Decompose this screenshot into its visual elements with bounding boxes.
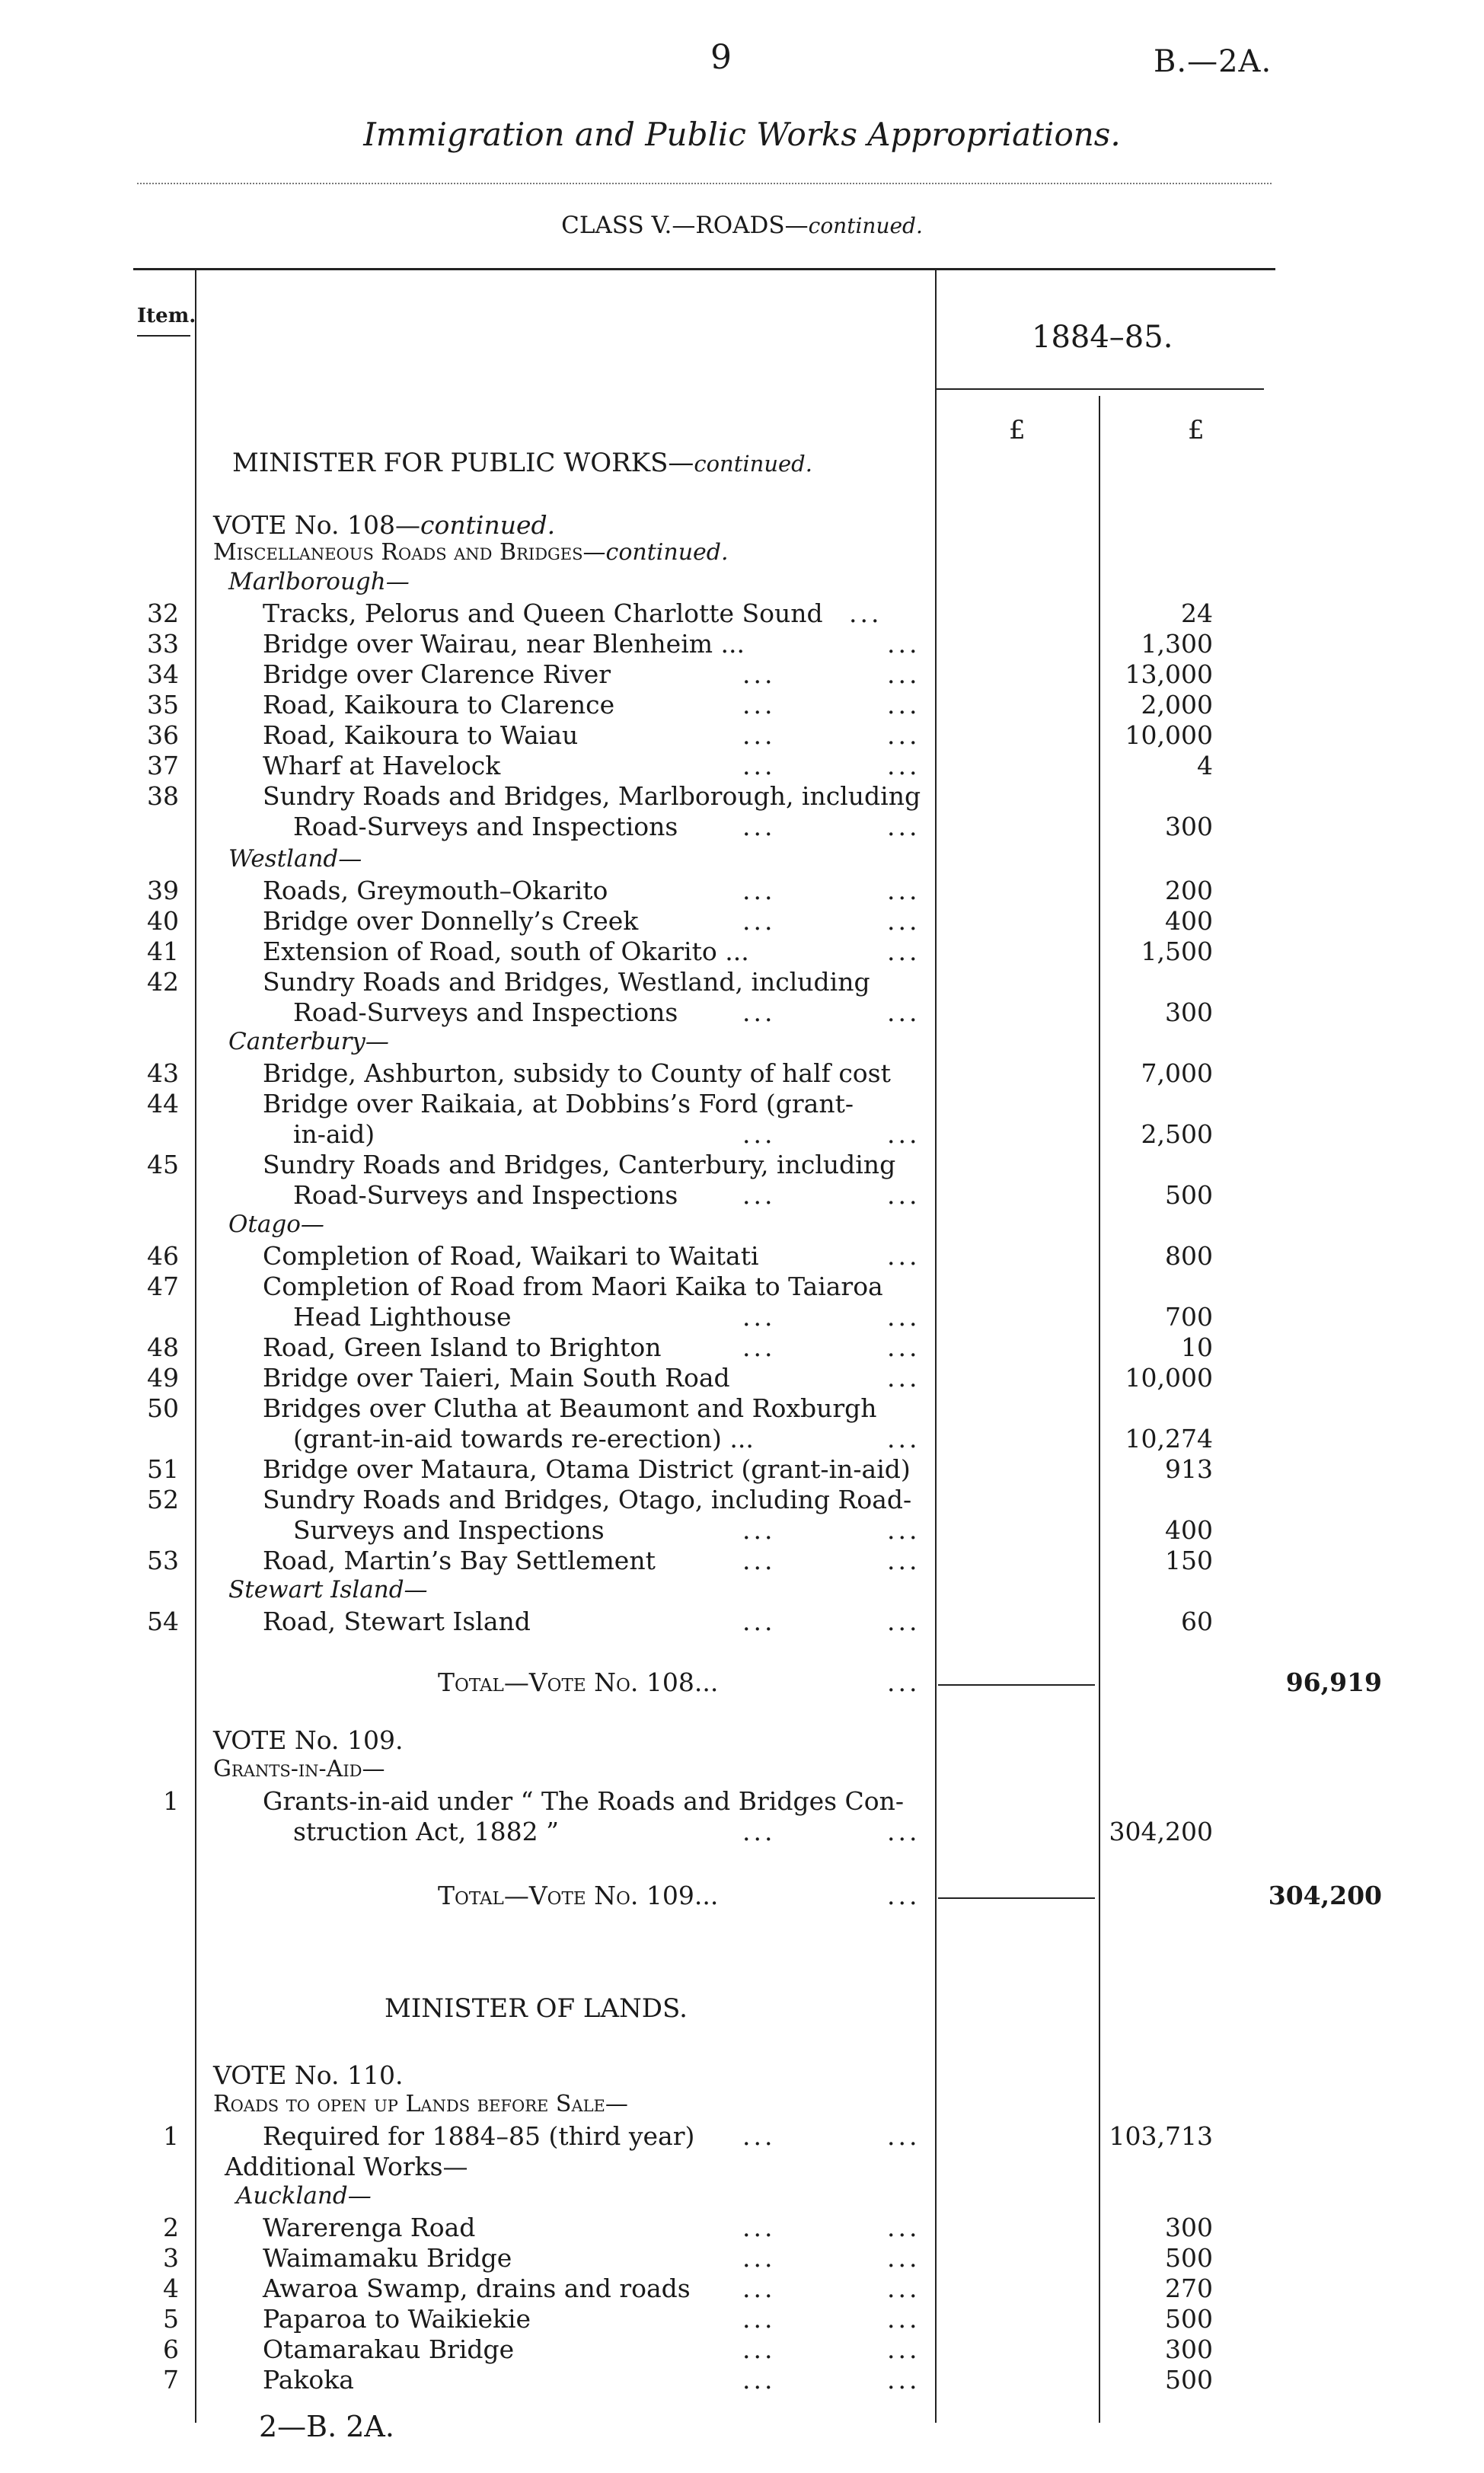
table-row-continuation: Road-Surveys and Inspections ... ... 300 — [293, 812, 1213, 841]
table-top-rule — [133, 268, 1275, 270]
total-rule-108 — [938, 1684, 1095, 1686]
table-row: 44 Bridge over Raikaia, at Dobbins’s Ford (grant- — [147, 1089, 854, 1118]
table-row: 35 Road, Kaikoura to Clarence ... ... 2,000 — [147, 690, 1213, 720]
region-otago: Otago— — [228, 1211, 324, 1238]
table-row: 5 Paparoa to Waikiekie ... ... 500 — [163, 2304, 1213, 2334]
table-row: 54 Road, Stewart Island ... ... 60 — [147, 1607, 1213, 1636]
table-row-continuation: Road-Surveys and Inspections ... ... 500 — [293, 1180, 1213, 1210]
table-row-continuation: Road-Surveys and Inspections ... ... 300 — [293, 997, 1213, 1027]
total-rule-109 — [938, 1897, 1095, 1899]
table-row: 43 Bridge, Ashburton, subsidy to County of half cost 7,000 — [147, 1058, 1213, 1088]
pound-symbol-1: £ — [1009, 415, 1026, 445]
region-westland: Westland— — [228, 845, 362, 873]
table-row: 42 Sundry Roads and Bridges, Westland, including — [147, 967, 870, 997]
table-row: 37 Wharf at Havelock ... ... 4 — [147, 751, 1213, 780]
table-row-continuation: Head Lighthouse ... ... 700 — [293, 1302, 1213, 1332]
signature-mark: 2—B. 2A. — [259, 2410, 394, 2443]
table-row: 36 Road, Kaikoura to Waiau ... ... 10,000 — [147, 720, 1213, 750]
item-column-header: Item. — [137, 305, 196, 327]
minister-public-works-heading: MINISTER FOR PUBLIC WORKS—continued. — [232, 448, 812, 478]
page-title: Immigration and Public Works Appropriations. — [363, 116, 1121, 153]
table-row: 1 Required for 1884–85 (third year) ... ... 103,713 — [163, 2121, 1213, 2151]
vote-108-category: Miscellaneous Roads and Bridges—continued. — [213, 539, 729, 566]
year-column-header: 1884–85. — [1032, 320, 1173, 355]
vote-109-total-row: Total—Vote No. 109... ... 304,200 — [438, 1881, 1382, 1910]
table-row-continuation: struction Act, 1882 ” ... ... 304,200 — [293, 1817, 1213, 1846]
region-marlborough: Marlborough— — [228, 568, 410, 595]
table-row: 4 Awaroa Swamp, drains and roads ... ... 270 — [163, 2274, 1213, 2303]
table-row: 32 Tracks, Pelorus and Queen Charlotte Sound ... 24 — [147, 598, 1213, 628]
table-row-continuation: Surveys and Inspections ... ... 400 — [293, 1515, 1213, 1545]
additional-works-heading: Additional Works— — [225, 2152, 468, 2181]
table-row: 51 Bridge over Mataura, Otama District (grant-in-aid) 913 — [147, 1454, 1213, 1484]
table-row: 3 Waimamaku Bridge ... ... 500 — [163, 2243, 1213, 2273]
class-heading: CLASS V.—ROADS—continued. — [561, 212, 923, 239]
vote-108-total-row: Total—Vote No. 108... ... 96,919 — [438, 1667, 1382, 1697]
item-underline — [137, 335, 190, 337]
table-row: 1 Grants-in-aid under “ The Roads and Bridges Con- — [163, 1786, 905, 1816]
table-row: 49 Bridge over Taieri, Main South Road ... 10,000 — [147, 1363, 1213, 1393]
table-row: 38 Sundry Roads and Bridges, Marlborough, including — [147, 781, 921, 811]
table-row: 6 Otamarakau Bridge ... ... 300 — [163, 2334, 1213, 2364]
table-row: 33 Bridge over Wairau, near Blenheim ... ... 1,300 — [147, 629, 1213, 659]
table-row: 48 Road, Green Island to Brighton ... ... 10 — [147, 1332, 1213, 1362]
table-row: 52 Sundry Roads and Bridges, Otago, including Road- — [147, 1485, 912, 1514]
page-number: 9 — [710, 38, 732, 77]
table-row: 50 Bridges over Clutha at Beaumont and Roxburgh — [147, 1393, 877, 1423]
dotted-divider — [137, 183, 1272, 184]
table-row: 40 Bridge over Donnelly’s Creek ... ... 400 — [147, 906, 1213, 936]
table-row: 53 Road, Martin’s Bay Settlement ... ... 150 — [147, 1546, 1213, 1575]
table-row-continuation: (grant-in-aid towards re-erection) ... ... 10,274 — [293, 1424, 1213, 1453]
pound-symbol-2: £ — [1188, 415, 1205, 445]
table-row: 45 Sundry Roads and Bridges, Canterbury, including — [147, 1150, 896, 1179]
vote-109-title: VOTE No. 109. — [213, 1725, 404, 1755]
vote-109-category: Grants-in-Aid— — [213, 1756, 385, 1782]
table-row: 34 Bridge over Clarence River ... ... 13,000 — [147, 659, 1213, 689]
region-stewart-island: Stewart Island— — [228, 1576, 428, 1603]
table-row: 7 Pakoka ... ... 500 — [163, 2365, 1213, 2395]
year-underline — [935, 388, 1264, 390]
table-row: 47 Completion of Road from Maori Kaika to Taiaroa — [147, 1272, 883, 1301]
minister-of-lands-heading: MINISTER OF LANDS. — [385, 1993, 688, 2024]
table-row: 39 Roads, Greymouth–Okarito ... ... 200 — [147, 876, 1213, 905]
vote-110-category: Roads to open up Lands before Sale— — [213, 2091, 628, 2117]
table-row: 46 Completion of Road, Waikari to Waitati ... 800 — [147, 1241, 1213, 1271]
vote-108-title: VOTE No. 108—continued. — [213, 510, 556, 540]
region-auckland: Auckland— — [236, 2182, 372, 2210]
region-canterbury: Canterbury— — [228, 1028, 389, 1055]
vote-110-title: VOTE No. 110. — [213, 2060, 404, 2090]
table-row: 2 Warerenga Road ... ... 300 — [163, 2213, 1213, 2242]
document-code: B.—2A. — [1154, 44, 1272, 79]
table-row: 41 Extension of Road, south of Okarito ... ... 1,500 — [147, 937, 1213, 966]
table-row-continuation: in-aid) ... ... 2,500 — [293, 1119, 1213, 1149]
